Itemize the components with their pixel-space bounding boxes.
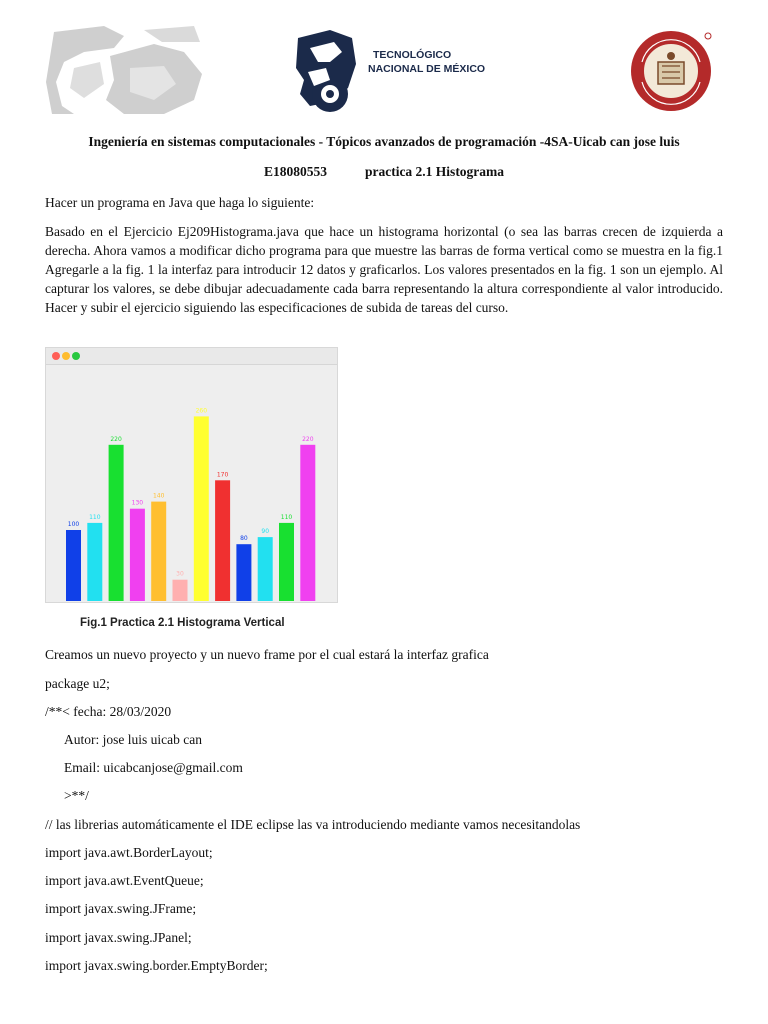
import-line: import javax.swing.JFrame; — [45, 901, 197, 916]
comment-email-line: Email: uicabcanjose@gmail.com — [64, 760, 243, 775]
description-paragraph: Basado en el Ejercicio Ej209Histograma.java que hace un histograma horizontal (o sea las barras crecen de izquierda a derecha. Ahora vamos a modificar dicho programa para que muestre las barras de forma vertical como se muestra en la fig.1 Agregarle a la fig. 1 la interfaz para introducir 12 datos y graficarlos. Los valores presentados en la fig. 1 son un ejemplo. Al capturar los valores, se debe dibujar adecuadamente cada barra representando la altura correspondiente al valor introducido. Hacer y subir el ejercicio siguiendo las especificaciones de subida de tareas del curso. — [45, 224, 723, 315]
histogram-bar — [215, 480, 230, 601]
import-line: import java.awt.BorderLayout; — [45, 845, 213, 860]
histogram-chart — [46, 348, 338, 603]
comment-author-line: Autor: jose luis uicab can — [64, 732, 202, 747]
practice-title: practica 2.1 Histograma — [364, 164, 505, 179]
figure-caption: Fig.1 Practica 2.1 Histograma Vertical — [80, 617, 285, 629]
histogram-bar — [130, 509, 145, 601]
bar-value-label: 170 — [216, 471, 229, 479]
histogram-bar — [258, 537, 273, 601]
mayan-head-logo — [44, 22, 206, 118]
bar-value-label: 220 — [110, 435, 122, 443]
bar-value-label: 140 — [152, 492, 165, 500]
comment-end-line: >**/ — [64, 788, 89, 803]
histogram-bar — [151, 502, 166, 601]
histogram-bar — [87, 523, 102, 601]
document-title: Ingeniería en sistemas computacionales - Tópicos avanzados de programación -4SA-Uicab can jose luis — [88, 134, 680, 149]
bar-value-label: 30 — [176, 570, 184, 578]
comment-date-line: /**< fecha: 28/03/2020 — [45, 704, 172, 719]
libraries-comment-line: // las librerias automáticamente el IDE eclipse las va introduciendo mediante vamos necesitandolas — [45, 817, 581, 832]
histogram-bar — [66, 530, 81, 601]
bar-value-label: 220 — [302, 435, 314, 443]
intro-text: Hacer un programa en Java que haga lo siguiente: — [45, 195, 315, 210]
bar-value-label: 80 — [240, 535, 248, 543]
histogram-bar — [194, 416, 209, 601]
bar-value-label: 130 — [131, 499, 144, 507]
header-logos — [0, 22, 768, 122]
histogram-bar — [236, 544, 251, 601]
bar-value-label: 110 — [280, 513, 293, 521]
body-intro-line: Creamos un nuevo proyecto y un nuevo frame por el cual estará la interfaz grafica — [45, 647, 489, 662]
bar-value-label: 90 — [261, 528, 270, 536]
package-line: package u2; — [45, 676, 110, 691]
institute-seal-logo — [628, 28, 714, 114]
import-line: import java.awt.EventQueue; — [45, 873, 204, 888]
histogram-bar — [109, 445, 124, 601]
tecnm-line2: NACIONAL DE MÉXICO — [368, 63, 486, 75]
bar-value-label: 100 — [67, 521, 80, 528]
import-line: import javax.swing.JPanel; — [45, 930, 192, 945]
bar-value-label: 260 — [195, 407, 208, 415]
histogram-bar — [279, 523, 294, 601]
tecnm-line1: TECNOLÓGICO — [373, 49, 452, 61]
histogram-figure — [45, 347, 338, 603]
tecnm-emblem-icon — [290, 28, 360, 118]
histogram-bar — [300, 445, 315, 601]
import-line: import javax.swing.border.EmptyBorder; — [45, 958, 268, 973]
student-id: E18080553 — [263, 164, 327, 179]
document-subtitle — [0, 164, 768, 180]
bar-value-label: 110 — [89, 513, 101, 521]
histogram-bar — [173, 580, 188, 601]
tecnm-logo — [290, 28, 495, 118]
